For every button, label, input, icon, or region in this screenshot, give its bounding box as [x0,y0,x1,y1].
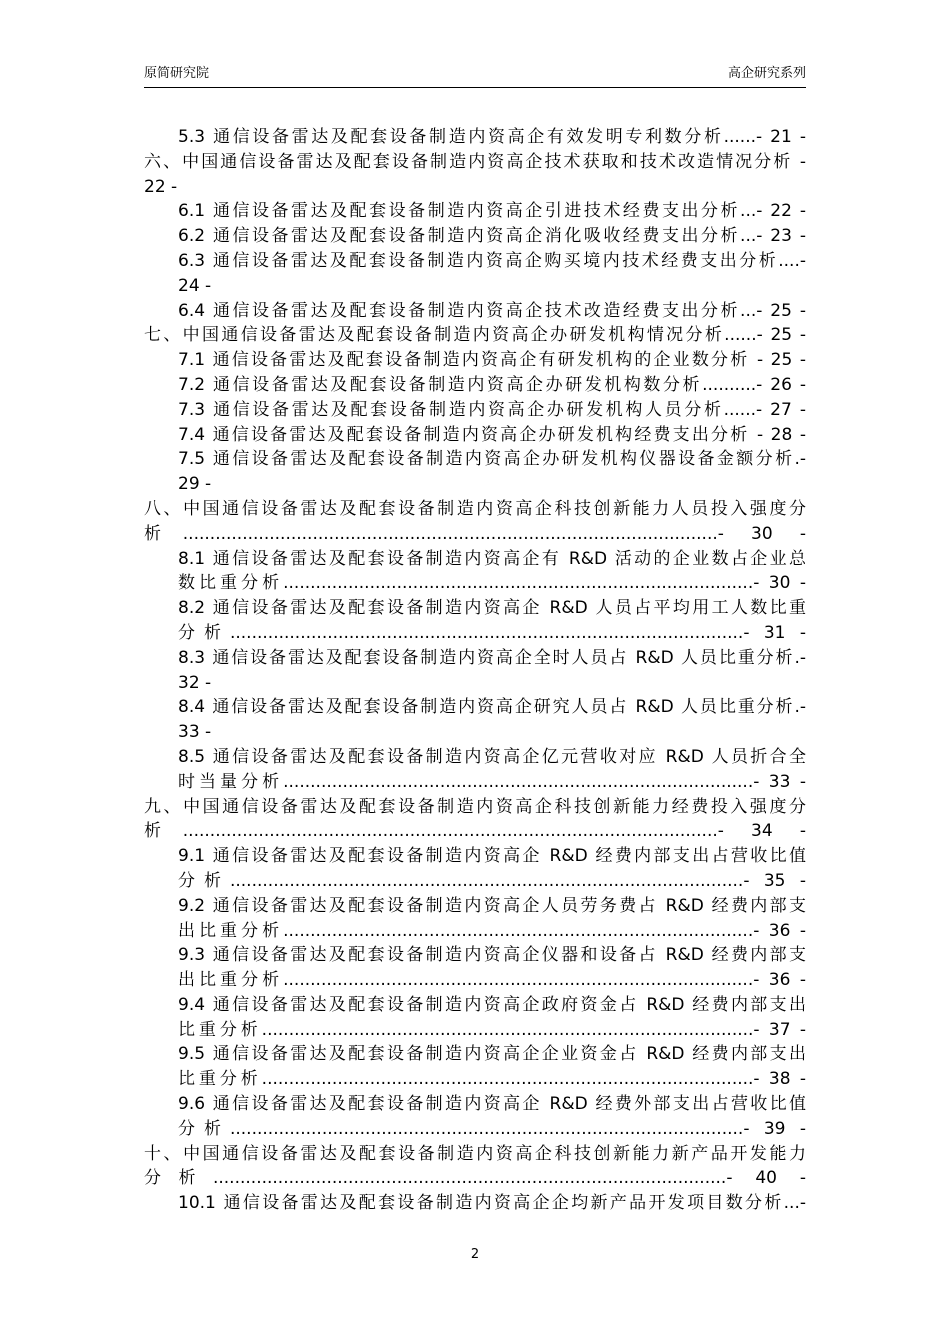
toc-line: 8.2 通信设备雷达及配套设备制造内资高企 R&D 人员占平均用工人数比重 [178,598,806,619]
toc-entry[interactable] [144,1142,806,1192]
toc-line: 6.4 通信设备雷达及配套设备制造内资高企技术改造经费支出分析...- 25 - [178,300,806,321]
toc-entry[interactable] [144,844,806,894]
toc-line: 十、中国通信设备雷达及配套设备制造内资高企科技创新能力新产品开发能力 [144,1143,806,1164]
header-left-title: 原简研究院 [144,66,210,81]
toc-line: 9.6 通信设备雷达及配套设备制造内资高企 R&D 经费外部支出占营收比值 [178,1094,806,1115]
toc-entry[interactable] [144,596,806,646]
toc-line: 32 - [178,672,212,693]
toc-entry[interactable] [144,1191,806,1216]
toc-line: 析...................................................................................................- 34 - [144,821,806,842]
toc-line: 33 - [178,722,212,743]
toc-line: 出比重分析.......................................................................................- 36 - [178,920,806,941]
toc-line: 六、中国通信设备雷达及配套设备制造内资高企技术获取和技术改造情况分析 - [144,151,806,172]
toc-line: 8.4 通信设备雷达及配套设备制造内资高企研究人员占 R&D 人员比重分析.- [178,697,806,718]
toc-line: 8.1 通信设备雷达及配套设备制造内资高企有 R&D 活动的企业数占企业总 [178,548,806,569]
toc-entry[interactable] [144,646,806,696]
toc-line: 5.3 通信设备雷达及配套设备制造内资高企有效发明专利数分析......- 21 - [178,127,806,147]
toc-line: 24 - [178,275,212,296]
toc-line: 8.5 通信设备雷达及配套设备制造内资高企亿元营收对应 R&D 人员折合全 [178,746,806,767]
toc-entry[interactable] [144,150,806,200]
toc-line: 8.3 通信设备雷达及配套设备制造内资高企全时人员占 R&D 人员比重分析.- [178,647,806,668]
toc-entry[interactable] [144,894,806,944]
toc-line: 7.4 通信设备雷达及配套设备制造内资高企办研发机构经费支出分析 - 28 - [178,424,806,445]
toc-line: 22 - [144,176,178,197]
toc-line: 比重分析...........................................................................................- 37 - [178,1019,806,1040]
toc-entry[interactable] [144,125,806,150]
toc-entry[interactable] [144,249,806,299]
toc-entry[interactable] [144,497,806,547]
toc-line: 6.1 通信设备雷达及配套设备制造内资高企引进技术经费支出分析...- 22 - [178,201,806,222]
toc-line: 八、中国通信设备雷达及配套设备制造内资高企科技创新能力人员投入强度分 [144,498,806,519]
toc-line: 7.2 通信设备雷达及配套设备制造内资高企办研发机构数分析..........- 26 - [178,374,806,395]
table-of-contents [144,125,806,1216]
toc-line: 29 - [178,474,212,495]
toc-line: 比重分析...........................................................................................- 38 - [178,1069,806,1090]
toc-line: 九、中国通信设备雷达及配套设备制造内资高企科技创新能力经费投入强度分 [144,796,806,817]
toc-line: 析...................................................................................................- 30 - [144,523,806,544]
toc-line: 7.5 通信设备雷达及配套设备制造内资高企办研发机构仪器设备金额分析.- [178,449,806,470]
toc-line: 9.2 通信设备雷达及配套设备制造内资高企人员劳务费占 R&D 经费内部支 [178,895,806,916]
toc-entry[interactable] [144,323,806,348]
toc-line: 9.5 通信设备雷达及配套设备制造内资高企企业资金占 R&D 经费内部支出 [178,1044,806,1065]
toc-entry[interactable] [144,695,806,745]
toc-entry[interactable] [144,423,806,448]
toc-entry[interactable] [144,447,806,497]
toc-line: 数比重分析.......................................................................................- 30 - [178,573,806,594]
toc-line: 6.3 通信设备雷达及配套设备制造内资高企购买境内技术经费支出分析....- [178,250,806,271]
toc-entry[interactable] [144,398,806,423]
toc-entry[interactable] [144,373,806,398]
toc-line: 9.3 通信设备雷达及配套设备制造内资高企仪器和设备占 R&D 经费内部支 [178,945,806,966]
toc-entry[interactable] [144,199,806,224]
toc-entry[interactable] [144,348,806,373]
toc-entry[interactable] [144,299,806,324]
toc-line: 分析...............................................................................................- 35 - [178,870,806,891]
page-number: 2 [470,1247,480,1262]
toc-line: 7.3 通信设备雷达及配套设备制造内资高企办研发机构人员分析......- 27 - [178,399,806,420]
toc-line: 时当量分析.......................................................................................- 33 - [178,771,806,792]
toc-entry[interactable] [144,1092,806,1142]
toc-entry[interactable] [144,795,806,845]
toc-line: 9.1 通信设备雷达及配套设备制造内资高企 R&D 经费内部支出占营收比值 [178,846,806,867]
toc-entry[interactable] [144,1042,806,1092]
header-rule [144,87,806,88]
toc-line: 10.1 通信设备雷达及配套设备制造内资高企企均新产品开发项目数分析...- [178,1193,806,1214]
toc-entry[interactable] [144,943,806,993]
toc-entry[interactable] [144,745,806,795]
header-right-title: 高企研究系列 [727,66,806,81]
toc-line: 7.1 通信设备雷达及配套设备制造内资高企有研发机构的企业数分析 - 25 - [178,350,806,371]
toc-line: 9.4 通信设备雷达及配套设备制造内资高企政府资金占 R&D 经费内部支出 [178,994,806,1015]
toc-line: 分析...............................................................................................- 40 - [144,1168,806,1189]
toc-entry[interactable] [144,993,806,1043]
toc-line: 6.2 通信设备雷达及配套设备制造内资高企消化吸收经费支出分析...- 23 - [178,226,806,247]
toc-entry[interactable] [144,547,806,597]
toc-line: 七、中国通信设备雷达及配套设备制造内资高企办研发机构情况分析......- 25 - [144,325,806,346]
toc-line: 分析...............................................................................................- 31 - [178,622,806,643]
toc-entry[interactable] [144,224,806,249]
toc-line: 分析...............................................................................................- 39 - [178,1118,806,1139]
toc-line: 出比重分析.......................................................................................- 36 - [178,970,806,991]
